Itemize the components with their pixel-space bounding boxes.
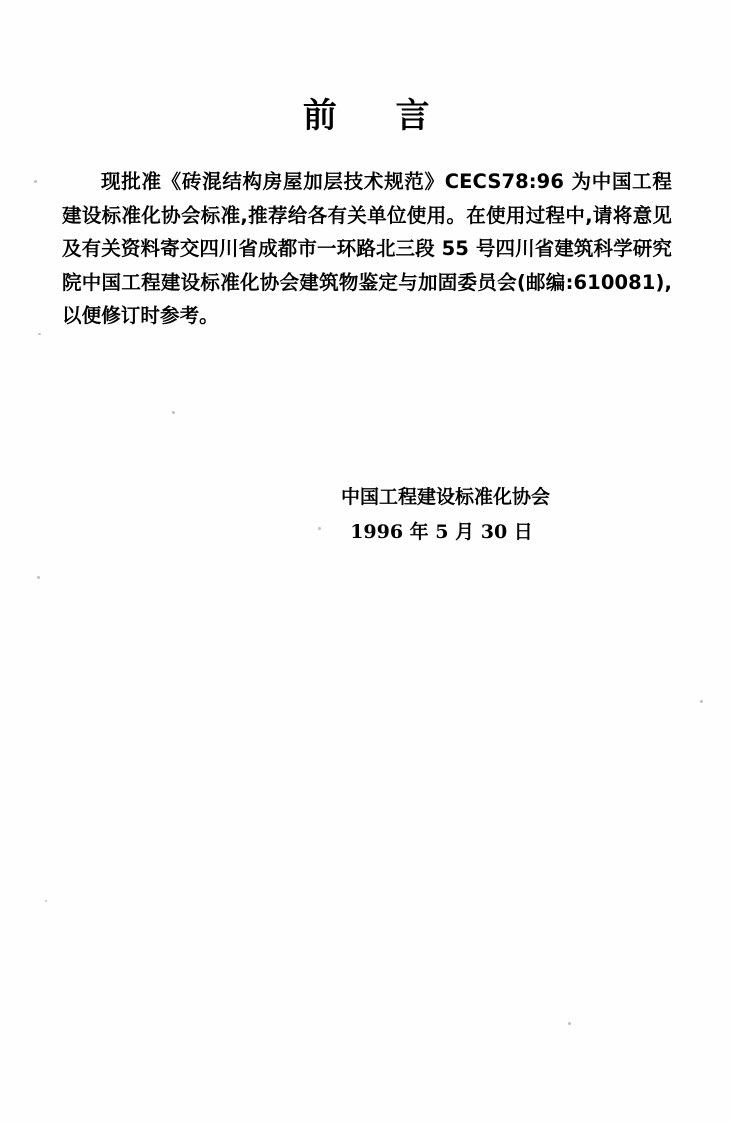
signature-date: 1996 年 5 月 30 日 xyxy=(350,521,533,544)
scan-speck xyxy=(38,333,41,335)
scan-speck xyxy=(37,576,40,579)
foreword-paragraph: 现批准《砖混结构房屋加层技术规范》CECS78:96 为中国工程建设标准化协会标准,推荐给各有关单位使用。在使用过程中,请将意见及有关资料寄交四川省成都市一环路北三段 55 号四川省建筑科学研究院中国工程建设标准化协会建筑物鉴定与加固委员会(邮编:610081),以便修订时参考。 xyxy=(62,170,672,328)
scan-speck xyxy=(568,1022,571,1025)
scan-speck xyxy=(172,411,175,414)
page-title-char-2: 言 xyxy=(395,96,431,136)
page-title xyxy=(0,88,733,137)
scan-speck xyxy=(700,700,703,703)
page-title-char-1: 前 xyxy=(302,96,338,136)
scan-speck xyxy=(34,180,37,183)
scan-speck xyxy=(45,900,47,902)
signature-block xyxy=(0,480,733,550)
signature-organization: 中国工程建设标准化协会 xyxy=(340,486,550,508)
foreword-body xyxy=(62,165,672,333)
